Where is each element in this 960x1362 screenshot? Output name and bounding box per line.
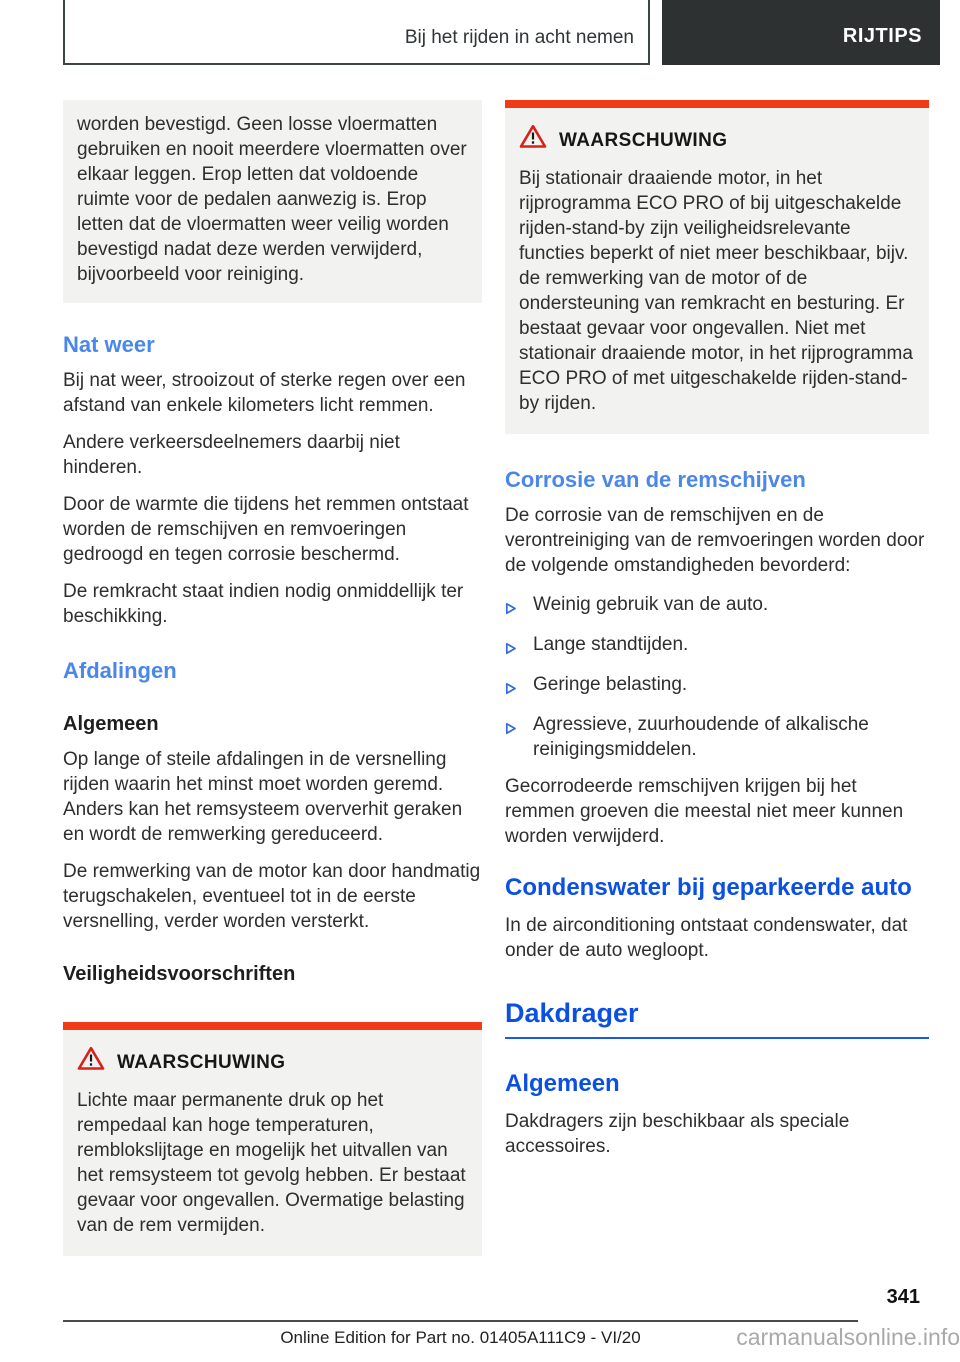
heading-afdalingen: Afdalingen (63, 658, 177, 683)
list-item (505, 632, 929, 662)
list-item-text: Geringe belasting. (533, 674, 688, 695)
warning-triangle-icon (77, 1046, 105, 1078)
continuation-note-box (63, 100, 482, 303)
warning-accent-bar (63, 1022, 482, 1030)
chapter-heading-dakdrager: Dakdrager (505, 998, 639, 1028)
watermark-text: carmanualsonline.info (736, 1324, 960, 1350)
warning-text: Bij stationair draaiende motor, in het rijprogramma ECO PRO of bij uitgeschakelde rijden-stand-by zijn veiligheidsrelevante functies beperkt of niet meer beschikbaar, bijv. de remwerking van de motor of de ondersteuning van remkracht en besturing. Er bestaat gevaar voor ongevallen. Niet met stationair draaiende motor, in het rijprogramma ECO PRO of met uitgeschakelde rijden-stand-by rijden. (519, 168, 913, 414)
heading-algemeen-dakdrager: Algemeen (505, 1070, 620, 1097)
header-chapter-box (662, 0, 940, 65)
subheading-veiligheidsvoorschriften: Veiligheidsvoorschriften (63, 963, 296, 985)
triangle-bullet-icon (505, 717, 517, 762)
triangle-bullet-icon (505, 637, 517, 662)
corrosie-bullet-list (505, 592, 929, 762)
footer-edition-text: Online Edition for Part no. 01405A111C9 - VI/20 (280, 1328, 641, 1347)
left-column (63, 65, 482, 1256)
paragraph: De remwerking van de motor kan door handmatig terugschakelen, eventueel tot in de eerste versnelling, verder worden versterkt. (63, 861, 481, 932)
heading-corrosie: Corrosie van de remschijven (505, 467, 806, 492)
paragraph: Andere verkeersdeelnemers daarbij niet hinderen. (63, 432, 400, 478)
paragraph: De corrosie van de remschijven en de verontreiniging van de remvoeringen worden door de volgende omstandigheden bevorderd: (505, 505, 925, 576)
paragraph: Door de warmte die tijdens het remmen ontstaat worden de remschijven en remvoeringen gedroogd en tegen corrosie beschermd. (63, 494, 469, 565)
chapter-rule (505, 1037, 929, 1039)
list-item (505, 712, 929, 762)
list-item (505, 592, 929, 622)
list-item (505, 672, 929, 702)
continuation-note-text: worden bevestigd. Geen losse vloermatten gebruiken en nooit meerdere vloermatten over elkaar leggen. Erop letten dat voldoende ruimte voor de pedalen aanwezig is. Erop letten dat de vloermatten weer veilig worden bevestigd nadat deze werden verwijderd, bijvoorbeeld voor reiniging. (77, 114, 467, 285)
warning-box (505, 100, 929, 434)
warning-box (63, 1022, 482, 1256)
warning-text: Lichte maar permanente druk op het rempedaal kan hoge temperaturen, remblokslijtage en mogelijk het uitvallen van het remsysteem tot gevolg hebben. Er bestaat gevaar voor ongevallen. Overmatige belasting van de rem vermijden. (77, 1090, 466, 1236)
list-item-text: Weinig gebruik van de auto. (533, 594, 769, 615)
paragraph: De remkracht staat indien nodig onmiddellijk ter beschikking. (63, 581, 464, 627)
right-column (505, 65, 929, 1171)
paragraph: Gecorrodeerde remschijven krijgen bij het remmen groeven die meestal niet meer kunnen worden verwijderd. (505, 776, 904, 847)
footer-rule (63, 1320, 858, 1322)
paragraph: Dakdragers zijn beschikbaar als speciale accessoires. (505, 1111, 850, 1157)
warning-triangle-icon (519, 124, 547, 156)
heading-condenswater: Condenswater bij geparkeerde auto (505, 874, 912, 901)
warning-title: WAARSCHUWING (559, 129, 728, 151)
subheading-algemeen: Algemeen (63, 713, 159, 735)
header-chapter-label: RIJTIPS (842, 25, 922, 47)
heading-nat-weer: Nat weer (63, 332, 155, 357)
header-section-title: Bij het rijden in acht nemen (404, 26, 634, 48)
paragraph: Op lange of steile afdalingen in de versnelling rijden waarin het minst moet worden geremd. Anders kan het remsysteem oververhit geraken en wordt de remwerking gereduceerd. (63, 749, 463, 845)
list-item-text: Agressieve, zuurhoudende of alkalische reinigingsmiddelen. (533, 714, 869, 760)
paragraph: In de airconditioning ontstaat condenswater, dat onder de auto wegloopt. (505, 915, 908, 961)
triangle-bullet-icon (505, 597, 517, 622)
paragraph: Bij nat weer, strooizout of sterke regen over een afstand van enkele kilometers licht remmen. (63, 370, 466, 416)
warning-title: WAARSCHUWING (117, 1051, 286, 1073)
list-item-text: Lange standtijden. (533, 634, 689, 655)
header-section-box (63, 0, 650, 65)
triangle-bullet-icon (505, 677, 517, 702)
warning-accent-bar (505, 100, 929, 108)
page-number: 341 (886, 1286, 920, 1308)
